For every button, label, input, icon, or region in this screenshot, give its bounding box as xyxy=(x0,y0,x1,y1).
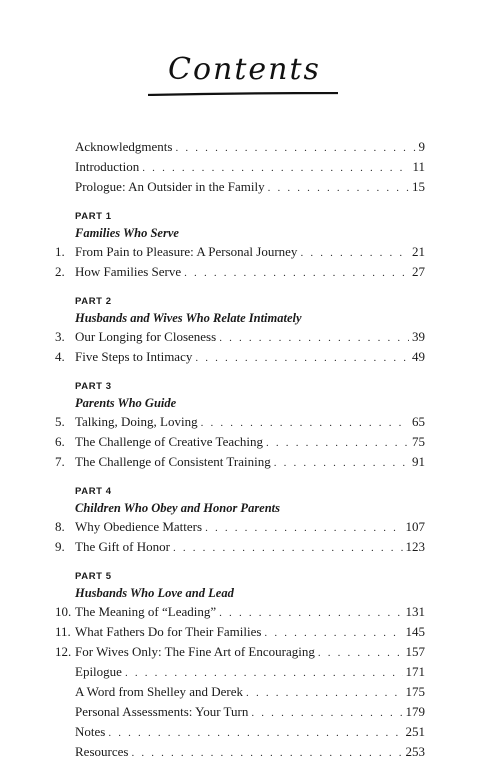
toc-entry-label: Prologue: An Outsider in the Family xyxy=(75,179,265,194)
toc-entry-label: The Challenge of Creative Teaching xyxy=(75,434,263,449)
contents-heading-wrap xyxy=(0,52,489,87)
toc-entry-notes[interactable] xyxy=(55,722,425,742)
toc-entry-resources[interactable] xyxy=(55,742,425,762)
part-label: PART 5 xyxy=(75,571,112,582)
part-title: Parents Who Guide xyxy=(75,396,177,410)
toc-entry-chapter[interactable] xyxy=(55,347,425,367)
toc-page-number: 39 xyxy=(412,329,425,344)
toc-page-number: 171 xyxy=(405,664,425,679)
toc-entry-label: What Fathers Do for Their Families xyxy=(75,624,262,639)
part-title: Families Who Serve xyxy=(75,226,179,240)
part-label: PART 2 xyxy=(75,296,112,307)
toc-page-number: 253 xyxy=(405,744,425,759)
toc-entry-label: The Meaning of “Leading” xyxy=(75,604,217,619)
leader-dots xyxy=(184,263,409,283)
toc-entry-epilogue[interactable] xyxy=(55,662,425,682)
leader-dots xyxy=(108,723,402,743)
title-underline xyxy=(148,92,338,96)
toc-entry-personal-assessments[interactable] xyxy=(55,702,425,722)
toc-entry-label: Personal Assessments: Your Turn xyxy=(75,704,249,719)
toc-entry-chapter[interactable] xyxy=(55,242,425,262)
toc-entry-label: Our Longing for Closeness xyxy=(75,329,217,344)
leader-dots xyxy=(219,603,402,623)
leader-dots xyxy=(268,178,409,198)
toc-page-number: 27 xyxy=(412,264,425,279)
toc-entry-label: For Wives Only: The Fine Art of Encouraging xyxy=(75,644,315,659)
toc-entry-label: Talking, Doing, Loving xyxy=(75,414,198,429)
toc-entry-prologue[interactable] xyxy=(55,177,425,197)
toc-page-number: 91 xyxy=(412,454,425,469)
leader-dots xyxy=(251,703,402,723)
toc-entry-label: How Families Serve xyxy=(75,264,182,279)
toc-page-number: 21 xyxy=(412,244,425,259)
toc-entry-chapter[interactable] xyxy=(55,602,425,622)
leader-dots xyxy=(300,243,409,263)
leader-dots xyxy=(131,743,402,763)
toc-entry-label: Five Steps to Intimacy xyxy=(75,349,193,364)
leader-dots xyxy=(264,623,402,643)
leader-dots xyxy=(175,138,415,158)
part-title: Husbands and Wives Who Relate Intimately xyxy=(75,311,302,325)
part-heading xyxy=(55,570,425,602)
toc-entry-label: Epilogue xyxy=(75,664,122,679)
toc-entry-label: From Pain to Pleasure: A Personal Journey xyxy=(75,244,298,259)
leader-dots xyxy=(125,663,403,683)
chapter-number: 5. xyxy=(55,414,65,429)
toc-entry-chapter[interactable] xyxy=(55,432,425,452)
toc-page-number: 175 xyxy=(405,684,425,699)
toc-entry-word-from-authors[interactable] xyxy=(55,682,425,702)
toc-page-number: 107 xyxy=(405,519,425,534)
chapter-number: 10. xyxy=(55,604,72,619)
toc-entry-chapter[interactable] xyxy=(55,642,425,662)
toc-entry-label: The Gift of Honor xyxy=(75,539,170,554)
part-heading xyxy=(55,295,425,327)
toc-entry-label: A Word from Shelley and Derek xyxy=(75,684,244,699)
toc-page-number: 179 xyxy=(405,704,425,719)
leader-dots xyxy=(219,328,409,348)
leader-dots xyxy=(201,413,409,433)
chapter-number: 8. xyxy=(55,519,65,534)
part-label: PART 1 xyxy=(75,211,112,222)
toc-page-number: 49 xyxy=(412,349,425,364)
toc-entry-chapter[interactable] xyxy=(55,622,425,642)
toc-entry-label: Notes xyxy=(75,724,106,739)
leader-dots xyxy=(195,348,409,368)
part-heading xyxy=(55,380,425,412)
toc-entry-chapter[interactable] xyxy=(55,537,425,557)
toc-page-number: 11 xyxy=(412,159,425,174)
toc-entry-acknowledgments[interactable] xyxy=(55,137,425,157)
part-heading xyxy=(55,210,425,242)
toc-page-number: 157 xyxy=(405,644,425,659)
chapter-number: 4. xyxy=(55,349,65,364)
leader-dots xyxy=(142,158,409,178)
chapter-number: 7. xyxy=(55,454,65,469)
leader-dots xyxy=(274,453,409,473)
part-heading xyxy=(55,485,425,517)
toc-page-number: 251 xyxy=(405,724,425,739)
toc-page-number: 9 xyxy=(418,139,425,154)
part-label: PART 3 xyxy=(75,381,112,392)
leader-dots xyxy=(173,538,403,558)
toc-entry-chapter[interactable] xyxy=(55,412,425,432)
leader-dots xyxy=(318,643,403,663)
toc-page-number: 75 xyxy=(412,434,425,449)
toc-entry-label: The Challenge of Consistent Training xyxy=(75,454,271,469)
toc-entry-chapter[interactable] xyxy=(55,452,425,472)
chapter-number: 2. xyxy=(55,264,65,279)
chapter-number: 12. xyxy=(55,644,72,659)
toc-entry-chapter[interactable] xyxy=(55,262,425,282)
chapter-number: 11. xyxy=(55,624,71,639)
leader-dots xyxy=(266,433,409,453)
toc-page-number: 123 xyxy=(405,539,425,554)
toc-entry-introduction[interactable] xyxy=(55,157,425,177)
toc-entry-label: Resources xyxy=(75,744,129,759)
toc-page-number: 15 xyxy=(412,179,425,194)
toc-entry-label: Acknowledgments xyxy=(75,139,173,154)
toc-entry-chapter[interactable] xyxy=(55,327,425,347)
part-title: Children Who Obey and Honor Parents xyxy=(75,501,281,515)
chapter-number: 1. xyxy=(55,244,65,259)
table-of-contents xyxy=(55,137,425,762)
chapter-number: 3. xyxy=(55,329,65,344)
toc-page-number: 65 xyxy=(412,414,425,429)
page-title: Contents xyxy=(168,52,321,87)
toc-entry-label: Introduction xyxy=(75,159,140,174)
leader-dots xyxy=(246,683,402,703)
part-title: Husbands Who Love and Lead xyxy=(75,586,234,600)
chapter-number: 6. xyxy=(55,434,65,449)
toc-entry-label: Why Obedience Matters xyxy=(75,519,203,534)
chapter-number: 9. xyxy=(55,539,65,554)
part-label: PART 4 xyxy=(75,486,112,497)
toc-page-number: 145 xyxy=(405,624,425,639)
leader-dots xyxy=(205,518,402,538)
toc-page-number: 131 xyxy=(405,604,425,619)
toc-entry-chapter[interactable] xyxy=(55,517,425,537)
